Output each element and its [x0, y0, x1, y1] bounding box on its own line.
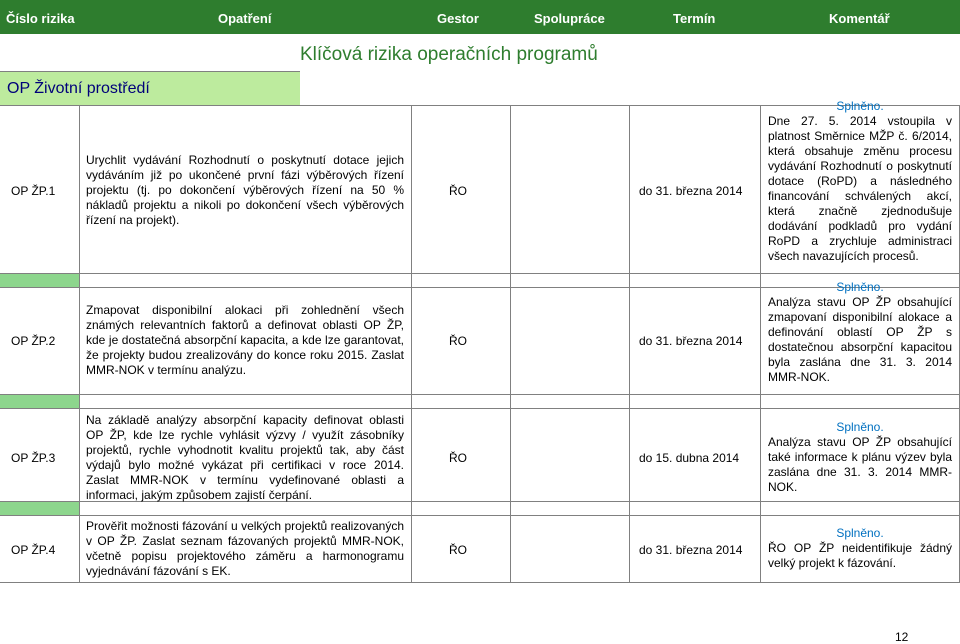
comment-cell — [768, 280, 952, 385]
gestor-value: ŘO — [449, 334, 467, 348]
grid-line — [411, 105, 412, 583]
comment-text: Analýza stavu OP ŽP obsahující také informace k plánu výzev byla zaslána dne 31. 3. 2014 MMR-NOK. — [768, 435, 952, 494]
gestor-value: ŘO — [449, 543, 467, 557]
measure-text: Na základě analýzy absorpční kapacity definovat oblasti OP ŽP, kde lze rychle vyhlásit výzvy / využít zásobníky projektů, rychle vyhodnotit kvalitu projektů tak, aby část výdajů bylo možné vykázat při certifikaci v roce 2014. Zaslat MMR-NOK v termínu vydefinované oblasti a informaci, jakým způsobem zajistí čerpání. — [86, 413, 404, 502]
grid-line — [760, 105, 761, 583]
comment-cell — [768, 420, 952, 495]
band-cell — [0, 395, 79, 408]
grid-line — [0, 408, 960, 409]
header-spoluprace: Spolupráce — [534, 11, 605, 26]
section-header — [0, 71, 300, 106]
band-cell — [0, 502, 79, 515]
measure-text: Zmapovat disponibilní alokaci při zohlednění všech známých relevantních faktorů a definovat oblasti OP ŽP, kde je dostatečná absorpční kapacita, a kde lze garantovat, že projekty budou zrealizovány do konce roku 2015. Zaslat MMR-NOK v termínu analýzu. — [86, 303, 404, 377]
status-text: Splněno. — [836, 420, 884, 434]
gestor-value: ŘO — [449, 451, 467, 465]
risk-id: OP ŽP.3 — [11, 451, 56, 465]
risk-id: OP ŽP.2 — [11, 334, 56, 348]
section-title: OP Životní prostředí — [7, 80, 150, 97]
measure-text: Urychlit vydávání Rozhodnutí o poskytnutí dotace jejich vydáváním již po ukončené první fázi výběrových řízení projektu (tj. po dokončení výběrových řízení na 50 % nákladů projektu a nikoli po dokončení všech výběrových řízení na projekt). — [86, 153, 404, 227]
risk-id: OP ŽP.1 — [11, 184, 56, 198]
comment-cell — [768, 526, 952, 571]
deadline-value: do 31. března 2014 — [639, 543, 743, 557]
status-text: Splněno. — [836, 99, 884, 113]
header-gestor: Gestor — [437, 11, 479, 26]
status-text: Splněno. — [836, 526, 884, 540]
comment-cell — [768, 99, 952, 264]
deadline-value: do 31. března 2014 — [639, 334, 743, 348]
deadline-value: do 15. dubna 2014 — [639, 451, 740, 465]
grid-line — [0, 394, 960, 395]
grid-line — [510, 105, 511, 583]
table-header — [0, 0, 960, 34]
header-opatreni: Opatření — [218, 11, 272, 26]
risk-id: OP ŽP.4 — [11, 543, 56, 557]
header-cislo-rizika: Číslo rizika — [6, 11, 75, 26]
status-text: Splněno. — [836, 280, 884, 294]
banner-title: Klíčová rizika operačních programů — [300, 44, 598, 65]
grid-line — [0, 515, 960, 516]
measure-text: Prověřit možnosti fázování u velkých projektů realizovaných v OP ŽP. Zaslat seznam fázovaných projektů MMR-NOK, včetně popisu projektového záměru a harmonogramu vyjednávání fázování s EK. — [86, 519, 404, 578]
comment-text: Analýza stavu OP ŽP obsahující zmapovaní disponibilní alokace a definování oblastí OP ŽP s dostatečnou absorpční kapacitou byla zaslána dne 31. 3. 2014 MMR-NOK. — [768, 295, 952, 384]
band-cell — [0, 274, 79, 287]
deadline-value: do 31. března 2014 — [639, 184, 743, 198]
grid-line — [629, 105, 630, 583]
comment-text: Dne 27. 5. 2014 vstoupila v platnost Směrnice MŽP č. 6/2014, která obsahuje změnu procesu vydávání Rozhodnutí o poskytnutí dotace (RoPD) a následného financování schválených akcí, která značně zjednodušuje dodávání podkladů pro vydání RoPD a zrychluje administraci všech navazujících procesů. — [768, 114, 952, 263]
page-number: 12 — [895, 630, 909, 644]
grid-line — [79, 105, 80, 583]
comment-text: ŘO OP ŽP neidentifikuje žádný velký projekt k fázování. — [768, 541, 952, 570]
grid-line — [0, 582, 960, 583]
gestor-value: ŘO — [449, 184, 467, 198]
header-komentar: Komentář — [829, 11, 890, 26]
header-termin: Termín — [673, 11, 716, 26]
grid-line — [0, 273, 960, 274]
